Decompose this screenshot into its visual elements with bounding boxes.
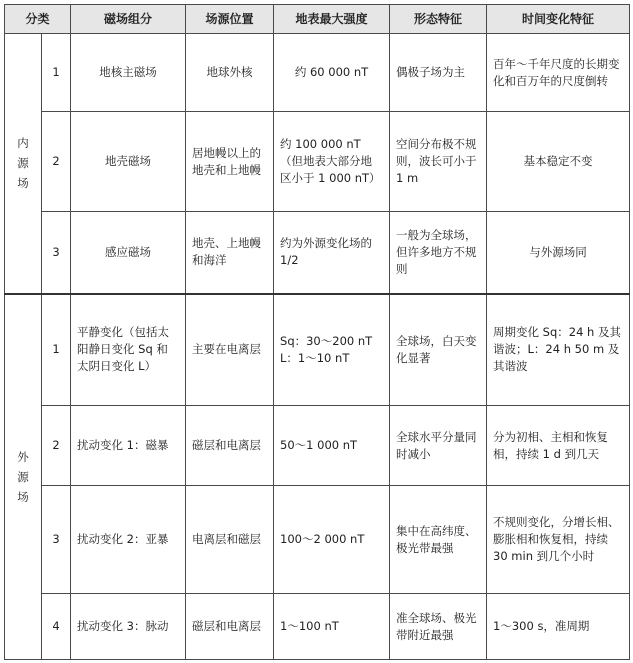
cell-form: 准全球场、极光带附近最强 xyxy=(390,594,487,660)
table-row xyxy=(5,212,630,294)
cell-time: 百年～千年尺度的长期变化和百万年的尺度倒转 xyxy=(487,34,630,112)
cell-component: 地核主磁场 xyxy=(71,34,186,112)
cell-location: 磁层和电离层 xyxy=(186,406,274,486)
table-row xyxy=(5,594,630,660)
cell-time: 与外源场同 xyxy=(487,212,630,294)
cell-component: 地壳磁场 xyxy=(71,112,186,212)
header-category: 分类 xyxy=(5,5,71,34)
cell-component: 扰动变化 3：脉动 xyxy=(71,594,186,660)
header-form: 形态特征 xyxy=(390,5,487,34)
header-time: 时间变化特征 xyxy=(487,5,630,34)
cell-location: 地壳、上地幔和海洋 xyxy=(186,212,274,294)
header-row xyxy=(5,5,630,34)
table-row xyxy=(5,406,630,486)
table-row xyxy=(5,34,630,112)
table-row xyxy=(5,486,630,594)
row-number: 2 xyxy=(42,406,71,486)
cell-strength: 1～100 nT xyxy=(274,594,390,660)
cell-form: 全球场，白天变化显著 xyxy=(390,294,487,406)
row-number: 3 xyxy=(42,212,71,294)
group-label-internal: 内源场 xyxy=(5,34,42,294)
group-label-external: 外源场 xyxy=(5,294,42,660)
header-location: 场源位置 xyxy=(186,5,274,34)
cell-time: 不规则变化，分增长相、膨胀相和恢复相，持续 30 min 到几个小时 xyxy=(487,486,630,594)
row-number: 1 xyxy=(42,34,71,112)
cell-form: 一般为全球场，但许多地方不规则 xyxy=(390,212,487,294)
cell-form: 全球水平分量同时减小 xyxy=(390,406,487,486)
cell-time: 基本稳定不变 xyxy=(487,112,630,212)
cell-strength: 50～1 000 nT xyxy=(274,406,390,486)
cell-form: 偶极子场为主 xyxy=(390,34,487,112)
cell-location: 电离层和磁层 xyxy=(186,486,274,594)
row-number: 2 xyxy=(42,112,71,212)
cell-component: 感应磁场 xyxy=(71,212,186,294)
cell-location: 居地幔以上的地壳和上地幔 xyxy=(186,112,274,212)
cell-location: 地球外核 xyxy=(186,34,274,112)
cell-time: 分为初相、主相和恢复相，持续 1 d 到几天 xyxy=(487,406,630,486)
cell-time: 周期变化 Sq：24 h 及其谐波；L：24 h 50 m 及其谐波 xyxy=(487,294,630,406)
cell-form: 集中在高纬度、极光带最强 xyxy=(390,486,487,594)
cell-component: 扰动变化 1：磁暴 xyxy=(71,406,186,486)
geomagnetic-field-table xyxy=(4,4,630,660)
cell-form: 空间分布极不规则，波长可小于 1 m xyxy=(390,112,487,212)
table-row xyxy=(5,112,630,212)
cell-strength: 100～2 000 nT xyxy=(274,486,390,594)
table-row xyxy=(5,294,630,406)
cell-component: 扰动变化 2：亚暴 xyxy=(71,486,186,594)
cell-strength: 约为外源变化场的 1/2 xyxy=(274,212,390,294)
header-strength: 地表最大强度 xyxy=(274,5,390,34)
cell-location: 磁层和电离层 xyxy=(186,594,274,660)
cell-strength: 约 100 000 nT（但地表大部分地区小于 1 000 nT） xyxy=(274,112,390,212)
cell-time: 1～300 s，准周期 xyxy=(487,594,630,660)
cell-location: 主要在电离层 xyxy=(186,294,274,406)
row-number: 1 xyxy=(42,294,71,406)
cell-component: 平静变化（包括太阳静日变化 Sq 和太阴日变化 L） xyxy=(71,294,186,406)
cell-strength: Sq：30～200 nT L：1～10 nT xyxy=(274,294,390,406)
row-number: 3 xyxy=(42,486,71,594)
cell-strength: 约 60 000 nT xyxy=(274,34,390,112)
header-component: 磁场组分 xyxy=(71,5,186,34)
row-number: 4 xyxy=(42,594,71,660)
